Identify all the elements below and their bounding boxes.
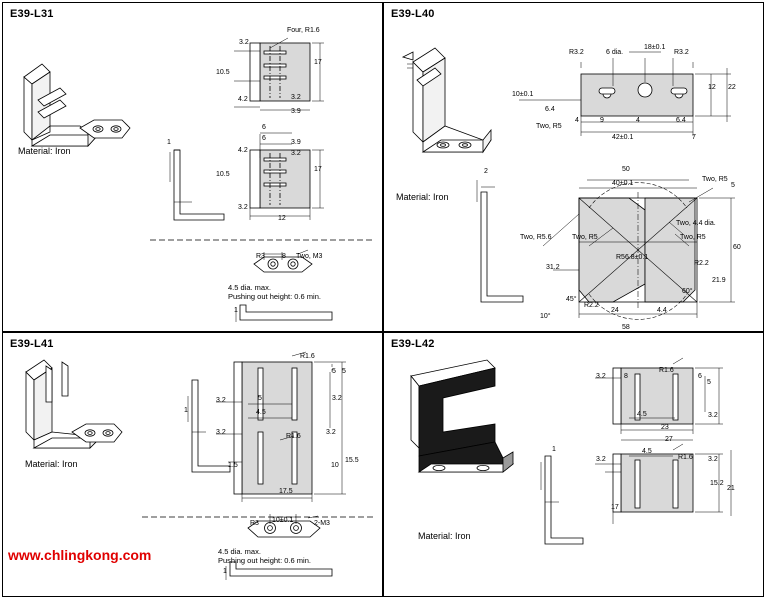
dim-e39l40-0: R3.2	[569, 49, 584, 56]
dim-e39l40-9: 9	[600, 117, 604, 124]
dim-e39l40-19: R2.2	[694, 260, 709, 267]
dim-e39l40-11: 6.4	[676, 117, 686, 124]
note-e39l41-r3: R3	[250, 520, 259, 527]
dim-e39l41-12: 1	[184, 407, 188, 414]
dim-e39l40-7: 6.4	[545, 106, 555, 113]
material-label-e39-l31: Material: Iron	[18, 146, 71, 156]
dim-e39l31-0: 3.2	[239, 39, 249, 46]
dim-e39l40-12: 42±0.1	[612, 134, 634, 141]
dim-e39l41-10: 15.5	[345, 457, 359, 464]
note-e39l40-two-44dia: Two, 4.4 dia.	[676, 220, 716, 227]
dim-e39l40-13: 7	[692, 134, 696, 141]
dim-e39l40-22: 45°	[566, 296, 577, 303]
dim-e39l40-26: 60°	[682, 288, 693, 295]
material-label-e39-l41: Material: Iron	[25, 459, 78, 469]
dim-e39l41-9: 10	[331, 462, 339, 469]
dim-e39l31-10: 3.2	[291, 150, 301, 157]
dim-e39l31-11: 10.5	[216, 171, 230, 178]
material-label-e39-l40: Material: Iron	[396, 192, 449, 202]
dim-e39l40-28: 58	[622, 324, 630, 331]
dim-e39l40-10: 4	[636, 117, 640, 124]
dim-e39l42-6: 23	[661, 424, 669, 431]
dim-e39l40-18: 60	[733, 244, 741, 251]
note-e39l31-8: 8	[282, 253, 286, 260]
dim-e39l41-2: 3.2	[216, 397, 226, 404]
dim-e39l31-3: 4.2	[238, 96, 248, 103]
note-e39l40-two-r5-c: Two, R5	[680, 234, 706, 241]
dim-e39l42-11: 15.2	[710, 480, 724, 487]
note-e39l40-two-r56: Two, R5.6	[520, 234, 552, 241]
dim-e39l41-11: 17.5	[279, 488, 293, 495]
note-e39l41-push-height: Pushing out height: 0.6 min.	[218, 556, 311, 565]
panel-title-e39-l41: E39-L41	[10, 338, 54, 350]
dim-e39l41-7: 3.2	[326, 429, 336, 436]
dim-e39l40-16: 40±0.1	[612, 180, 634, 187]
dim-e39l42-8: 3.2	[596, 456, 606, 463]
note-e39l40-two-r5-b: Two, R5	[572, 234, 598, 241]
dim-e39l41-8: 1.5	[228, 462, 238, 469]
dim-e39l41-0: 5	[332, 368, 336, 375]
dim-e39l42-12: 21	[727, 485, 735, 492]
note-e39l41-r16-b: R1.6	[286, 433, 301, 440]
dim-e39l31-6: 6	[262, 124, 266, 131]
dim-e39l40-2: 18±0.1	[644, 44, 666, 51]
note-e39l31-r3: R3	[256, 253, 265, 260]
dim-e39l40-3: R3.2	[674, 49, 689, 56]
dim-e39l31-14: 12	[278, 215, 286, 222]
dim-e39l40-8: 4	[575, 117, 579, 124]
note-e39l31-two-m3: Two, M3	[296, 253, 323, 260]
dim-e39l40-5: 12	[708, 84, 716, 91]
dim-e39l41-6: 3.2	[216, 429, 226, 436]
dim-e39l31-7: 6	[262, 135, 266, 142]
dim-e39l41-13: 1	[223, 568, 227, 575]
dim-e39l31-15: 1	[167, 139, 171, 146]
dim-e39l41-5: 4.5	[256, 409, 266, 416]
dim-e39l31-9: 4.2	[238, 147, 248, 154]
dim-e39l40-20: 21.9	[712, 277, 726, 284]
note-e39l41-2m3: 2-M3	[314, 520, 330, 527]
drawing-e39-l42	[383, 332, 764, 597]
dim-e39l40-14: 2	[484, 168, 488, 175]
note-e39l31-push-height: Pushing out height: 0.6 min.	[228, 292, 321, 301]
panel-title-e39-l42: E39-L42	[391, 338, 435, 350]
dim-e39l42-13: 17	[611, 504, 619, 511]
dim-e39l40-1: 6 dia.	[606, 49, 624, 56]
dim-e39l42-3: 5	[707, 379, 711, 386]
note-e39l41-r16-a: R1.6	[300, 353, 315, 360]
note-e39l40-two-r5-a: Two, R5	[702, 176, 728, 183]
note-four-r16: Four, R1.6	[287, 27, 320, 34]
dim-e39l42-10: 3.2	[708, 456, 718, 463]
dim-e39l40-23: 10°	[540, 313, 551, 320]
note-e39l31-dia-max: 4.5 dia. max.	[228, 283, 271, 292]
note-e39l40-two-r5-d: Two, R5	[536, 123, 562, 130]
dim-e39l40-24: R2.2	[584, 302, 599, 309]
dim-e39l31-1: 17	[314, 59, 322, 66]
panel-title-e39-l40: E39-L40	[391, 8, 435, 20]
dim-e39l31-5: 3.9	[291, 108, 301, 115]
dim-e39l42-5: 3.2	[708, 412, 718, 419]
dim-e39l42-1: 8	[624, 373, 628, 380]
dim-e39l42-0: 3.2	[596, 373, 606, 380]
material-label-e39-l42: Material: Iron	[418, 531, 471, 541]
dim-e39l31-4: 3.2	[291, 94, 301, 101]
dim-e39l40-25: 24	[611, 307, 619, 314]
note-e39l41-dia-max: 4.5 dia. max.	[218, 547, 261, 556]
dim-e39l40-17: 5	[731, 182, 735, 189]
drawing-e39-l31	[2, 2, 383, 332]
dim-e39l41-1: 5	[342, 368, 346, 375]
dim-e39l40-27: 4.4	[657, 307, 667, 314]
note-e39l41-10tol: 10±0.1	[272, 517, 294, 524]
dim-e39l42-14: 1	[552, 446, 556, 453]
note-e39l40-r568: R56.8±0.1	[616, 254, 649, 261]
dim-e39l41-3: 5	[258, 395, 262, 402]
dim-e39l42-9: 4.5	[642, 448, 652, 455]
note-e39l42-r16-a: R1.6	[659, 367, 674, 374]
dim-e39l42-2: 6	[698, 373, 702, 380]
dim-e39l40-15: 50	[622, 166, 630, 173]
dim-e39l31-8: 3.9	[291, 139, 301, 146]
dim-e39l31-2: 10.5	[216, 69, 230, 76]
panel-title-e39-l31: E39-L31	[10, 8, 54, 20]
dim-e39l40-6: 22	[728, 84, 736, 91]
dim-e39l42-4: 4.5	[637, 411, 647, 418]
dim-e39l31-13: 3.2	[238, 204, 248, 211]
dim-e39l40-21: 31.2	[546, 264, 560, 271]
dim-e39l41-4: 3.2	[332, 395, 342, 402]
dim-e39l31-16: 1	[234, 307, 238, 314]
dim-e39l42-7: 27	[665, 436, 673, 443]
note-e39l42-r16-b: R1.6	[678, 454, 693, 461]
dim-e39l40-4: 10±0.1	[512, 91, 534, 98]
dim-e39l31-12: 17	[314, 166, 322, 173]
site-watermark: www.chlingkong.com	[8, 547, 152, 563]
